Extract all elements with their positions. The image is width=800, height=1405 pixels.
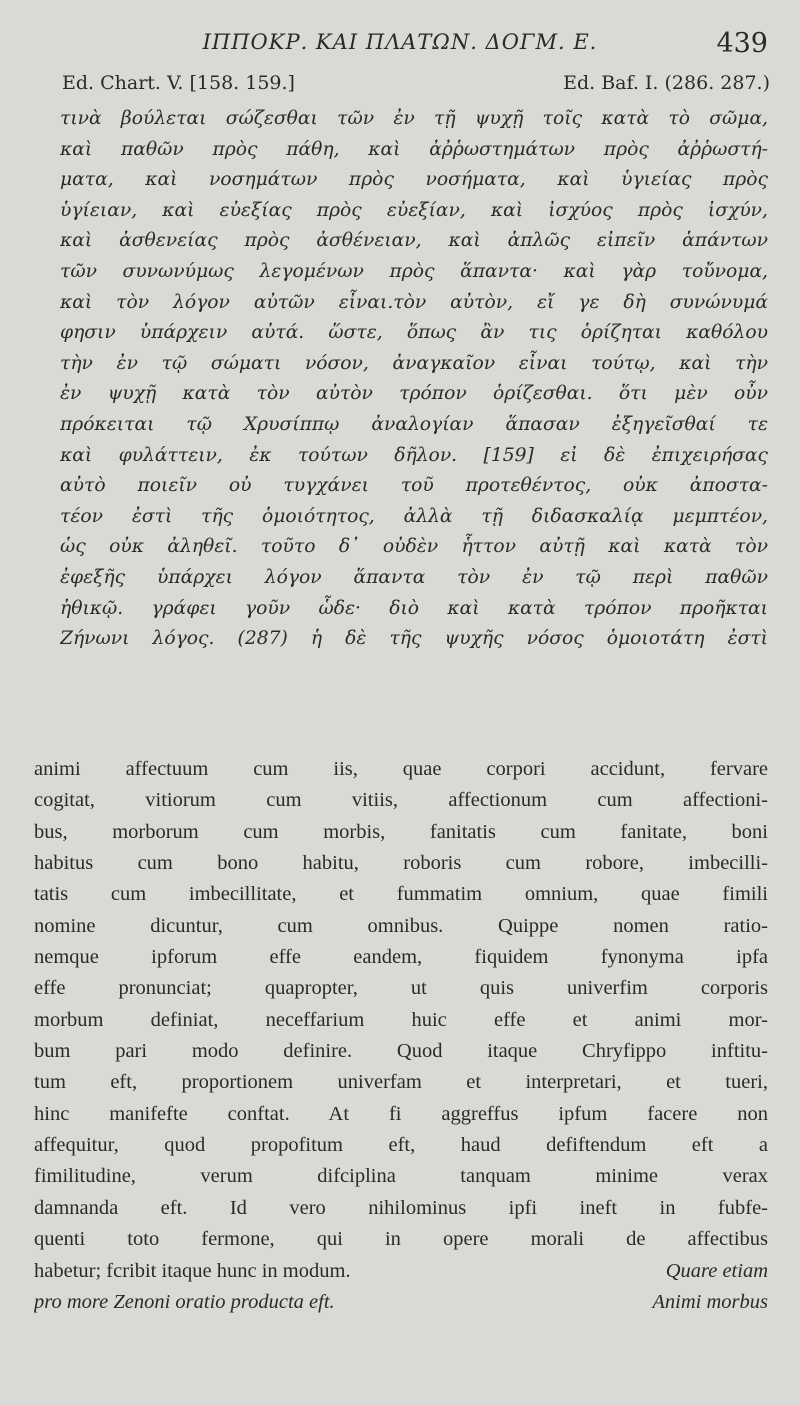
greek-line: τὴν ἐν τῷ σώματι νόσον, ἀναγκαῖον εἶναι τούτῳ, καὶ τὴν: [60, 352, 768, 374]
greek-line: καὶ φυλάττειν, ἐκ τούτων δῆλον. [159] εἰ δὲ ἐπιχειρήσας: [60, 444, 768, 466]
latin-line: damnanda eft. Id vero nihilominus ipfi ineft in fubfe-: [34, 1196, 768, 1219]
latin-text-block: [34, 754, 768, 1318]
latin-line: nomine dicuntur, cum omnibus. Quippe nomen ratio-: [34, 914, 768, 937]
greek-line: τῶν συνωνύμως λεγομένων πρὸς ἅπαντα· καὶ γὰρ τοὔνομα,: [60, 260, 768, 282]
latin-line: fimilitudine, verum difciplina tanquam minime verax: [34, 1165, 768, 1188]
greek-line: αὐτὸ ποιεῖν οὐ τυγχάνει τοῦ προτεθέντος, οὐκ ἀποστα-: [60, 475, 768, 497]
latin-line: tum eft, proportionem univerfam et interpretari, et tueri,: [34, 1071, 768, 1094]
greek-line: τινὰ βούλεται σώζεσθαι τῶν ἐν τῇ ψυχῇ τοῖς κατὰ τὸ σῶμα,: [60, 108, 768, 129]
edition-reference-left: Ed. Chart. V. [158. 159.]: [62, 72, 295, 94]
latin-line: effe pronunciat; quapropter, ut quis univerfim corporis: [34, 977, 768, 1000]
greek-line: καὶ ἀσθενείας πρὸς ἀσθένειαν, καὶ ἁπλῶς εἰπεῖν ἁπάντων: [60, 230, 768, 252]
latin-line: nemque ipforum effe eandem, fiquidem fynonyma ipfa: [34, 946, 768, 969]
greek-text-block: [60, 104, 768, 655]
latin-line: tatis cum imbecillitate, et fummatim omnium, quae fimili: [34, 883, 768, 906]
latin-line: animi affectuum cum iis, quae corpori accidunt, fervare: [34, 758, 768, 780]
latin-line: bum pari modo definire. Quod itaque Chryfippo inftitu-: [34, 1040, 768, 1063]
latin-line: hinc manifefte conftat. At fi aggreffus ipfum facere non: [34, 1102, 768, 1125]
latin-line-with-italic: [34, 1287, 768, 1318]
latin-italic-line-text: pro more Zenoni oratio producta eft.: [34, 1290, 335, 1313]
page-number: 439: [716, 28, 768, 59]
latin-line: morbum definiat, neceffarium huic effe et animi mor-: [34, 1008, 768, 1031]
latin-italic-phrase: Quare etiam: [665, 1259, 768, 1282]
edition-reference-right: Ed. Baf. I. (286. 287.): [563, 72, 770, 94]
latin-line: quenti toto fermone, qui in opere morali de affectibus: [34, 1228, 768, 1251]
greek-line: ἐφεξῆς ὑπάρχει λόγον ἅπαντα τὸν ἐν τῷ περὶ παθῶν: [60, 566, 768, 588]
greek-line: ματα, καὶ νοσημάτων πρὸς νοσήματα, καὶ ὑγιείας πρὸς: [60, 169, 768, 191]
greek-line: καὶ παθῶν πρὸς πάθη, καὶ ἀῤῥωστημάτων πρὸς ἀῤῥωστή-: [60, 138, 768, 160]
greek-line: καὶ τὸν λόγον αὐτῶν εἶναι.τὸν αὐτὸν, εἴ γε δὴ συνώνυμά: [60, 291, 768, 313]
latin-line: habitus cum bono habitu, roboris cum robore, imbecilli-: [34, 852, 768, 875]
running-title: ΙΠΠΟΚΡ. ΚΑΙ ΠΛΑΤΩΝ. ΔΟΓΜ. Ε.: [202, 30, 598, 54]
greek-line: ἠθικῷ. γράφει γοῦν ὧδε· διὸ καὶ κατὰ τρόπον προῆκται: [60, 597, 768, 619]
latin-line: bus, morborum cum morbis, fanitatis cum fanitate, boni: [34, 820, 768, 843]
greek-line: Ζήνωνι λόγος. (287) ἡ δὲ τῆς ψυχῆς νόσος ὁμοιοτάτη ἐστὶ: [60, 628, 768, 650]
latin-line-with-italic: [34, 1256, 768, 1287]
latin-line-text: habetur; fcribit itaque hunc in modum.: [34, 1259, 351, 1282]
latin-italic-phrase: Animi morbus: [652, 1290, 768, 1313]
greek-line: ὡς οὐκ ἀληθεῖ. τοῦτο δ᾽ οὐδὲν ἧττον αὐτῇ καὶ κατὰ τὸν: [60, 536, 768, 558]
latin-line: affequitur, quod propofitum eft, haud defiftendum eft a: [34, 1134, 768, 1157]
greek-line: ὑγίειαν, καὶ εὐεξίας πρὸς εὐεξίαν, καὶ ἰσχύος πρὸς ἰσχύν,: [60, 199, 768, 221]
greek-line: ἐν ψυχῇ κατὰ τὸν αὐτὸν τρόπον ὁρίζεσθαι. ὅτι μὲν οὖν: [60, 383, 768, 405]
greek-line: πρόκειται τῷ Χρυσίππῳ ἀναλογίαν ἅπασαν ἐξηγεῖσθαί τε: [60, 413, 768, 435]
greek-line: φησιν ὑπάρχειν αὐτά. ὥστε, ὅπως ἂν τις ὁρίζηται καθόλου: [60, 322, 768, 344]
greek-line: τέον ἐστὶ τῆς ὁμοιότητος, ἀλλὰ τῇ διδασκαλίᾳ μεμπτέον,: [60, 505, 768, 527]
latin-line: cogitat, vitiorum cum vitiis, affectionum cum affectioni-: [34, 789, 768, 812]
